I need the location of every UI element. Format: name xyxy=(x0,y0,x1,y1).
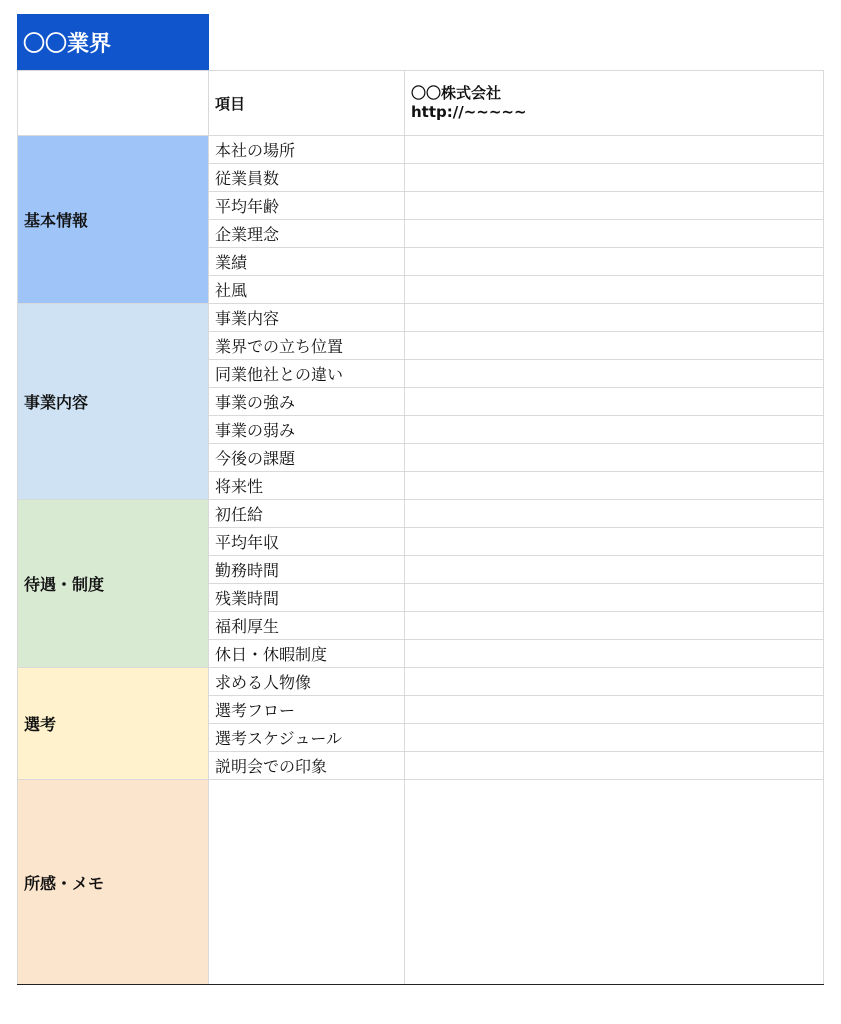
memo-row xyxy=(18,780,824,985)
item-cell[interactable]: 事業の弱み xyxy=(209,416,405,444)
header-blank-cell[interactable] xyxy=(18,71,209,136)
item-cell[interactable]: 社風 xyxy=(209,276,405,304)
value-cell[interactable] xyxy=(405,444,824,472)
item-cell[interactable]: 初任給 xyxy=(209,500,405,528)
value-cell[interactable] xyxy=(405,332,824,360)
category-basic-info[interactable]: 基本情報 xyxy=(18,136,209,304)
value-cell[interactable] xyxy=(405,640,824,668)
value-cell[interactable] xyxy=(405,192,824,220)
company-url: http://~~~~~ xyxy=(411,103,527,121)
item-cell[interactable]: 企業理念 xyxy=(209,220,405,248)
category-benefits[interactable]: 待遇・制度 xyxy=(18,500,209,668)
category-memo[interactable]: 所感・メモ xyxy=(18,780,209,985)
table-row xyxy=(18,136,824,164)
table-row xyxy=(18,500,824,528)
item-cell[interactable]: 業界での立ち位置 xyxy=(209,332,405,360)
item-cell[interactable]: 平均年齢 xyxy=(209,192,405,220)
item-cell[interactable]: 事業内容 xyxy=(209,304,405,332)
company-name: 〇〇株式会社 xyxy=(411,84,502,102)
value-cell[interactable] xyxy=(405,248,824,276)
category-selection[interactable]: 選考 xyxy=(18,668,209,780)
item-cell[interactable]: 業績 xyxy=(209,248,405,276)
value-cell[interactable] xyxy=(405,528,824,556)
value-cell[interactable] xyxy=(405,668,824,696)
table-row xyxy=(18,668,824,696)
item-cell[interactable]: 平均年収 xyxy=(209,528,405,556)
company-research-table xyxy=(17,70,824,985)
value-cell[interactable] xyxy=(405,220,824,248)
item-cell[interactable]: 残業時間 xyxy=(209,584,405,612)
item-cell[interactable]: 同業他社との違い xyxy=(209,360,405,388)
value-cell[interactable] xyxy=(405,556,824,584)
value-cell[interactable] xyxy=(405,164,824,192)
item-cell[interactable]: 福利厚生 xyxy=(209,612,405,640)
item-cell[interactable]: 休日・休暇制度 xyxy=(209,640,405,668)
value-cell[interactable] xyxy=(405,416,824,444)
value-cell[interactable] xyxy=(405,612,824,640)
value-cell[interactable] xyxy=(405,360,824,388)
memo-item-cell[interactable] xyxy=(209,780,405,985)
value-cell[interactable] xyxy=(405,500,824,528)
value-cell[interactable] xyxy=(405,136,824,164)
table-row xyxy=(18,304,824,332)
value-cell[interactable] xyxy=(405,696,824,724)
item-cell[interactable]: 将来性 xyxy=(209,472,405,500)
value-cell[interactable] xyxy=(405,388,824,416)
item-cell[interactable]: 求める人物像 xyxy=(209,668,405,696)
sheet-title[interactable]: 〇〇業界 xyxy=(17,14,209,70)
item-cell[interactable]: 従業員数 xyxy=(209,164,405,192)
item-cell[interactable]: 今後の課題 xyxy=(209,444,405,472)
category-business[interactable]: 事業内容 xyxy=(18,304,209,500)
header-item-label[interactable]: 項目 xyxy=(209,71,405,136)
value-cell[interactable] xyxy=(405,752,824,780)
value-cell[interactable] xyxy=(405,584,824,612)
memo-value-cell[interactable] xyxy=(405,780,824,985)
header-company-cell[interactable] xyxy=(405,71,824,136)
value-cell[interactable] xyxy=(405,276,824,304)
value-cell[interactable] xyxy=(405,304,824,332)
item-cell[interactable]: 勤務時間 xyxy=(209,556,405,584)
value-cell[interactable] xyxy=(405,724,824,752)
header-row xyxy=(18,71,824,136)
item-cell[interactable]: 説明会での印象 xyxy=(209,752,405,780)
value-cell[interactable] xyxy=(405,472,824,500)
item-cell[interactable]: 選考スケジュール xyxy=(209,724,405,752)
item-cell[interactable]: 選考フロー xyxy=(209,696,405,724)
item-cell[interactable]: 事業の強み xyxy=(209,388,405,416)
item-cell[interactable]: 本社の場所 xyxy=(209,136,405,164)
